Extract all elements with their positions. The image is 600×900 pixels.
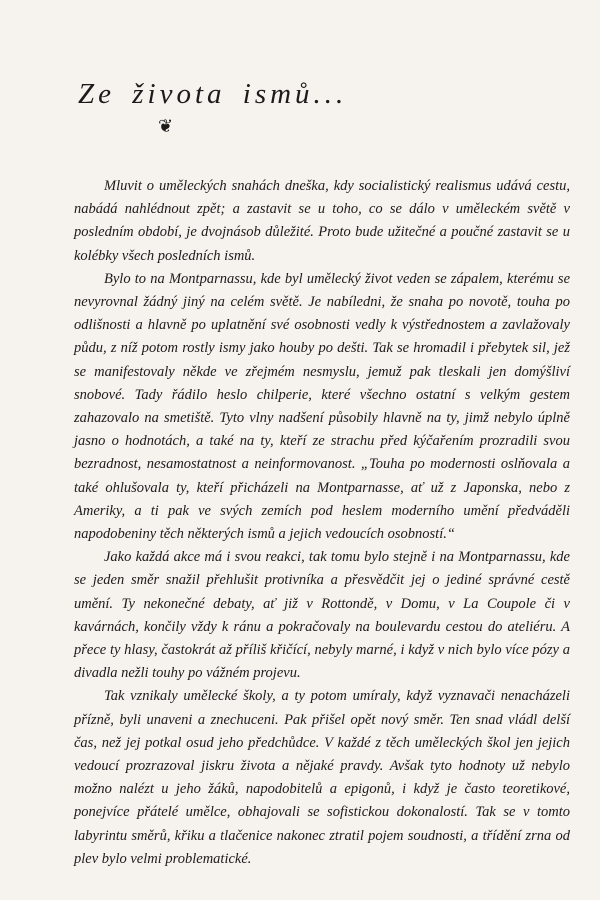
page-title: Ze života ismů... bbox=[78, 78, 348, 110]
paragraph: Bylo to na Montparnassu, kde byl umělecký život veden se zápalem, kterému se nevyrovnal žádný jiný na celém světě. Je nabíledni, že snaha po novotě, touha po odlišnosti a hlavně po uplatnění své osobnosti vedly k výstřednostem a zavlažovaly půdu, z níž potom rostly ismy jako houby po dešti. Tak se hromadil i přebytek sil, jež se manifestovaly někde ve zřejmém nesmyslu, jemuž pak tleskali jen domýšliví snobové. Tady řádilo heslo chilperie, které všechno ostatní s velkým gestem zahazovalo na smetiště. Tyto vlny nadšení působily hlavně na ty, jimž nebylo úplně jasno o hodnotách, a také na ty, kteří ze strachu před kýčařením prozradili svou bezradnost, nesamostatnost a neinformovanost. „Touha po modernosti oslňovala a také ohlušovala ty, kteří přicházeli na Montparnasse, ať už z Japonska, nebo z Ameriky, a ti pak ve svých zemích pod heslem moderního umění předváděli napodobeniny těch některých ismů a jejich vedoucích osobností.“ bbox=[74, 270, 570, 543]
article-body bbox=[74, 175, 570, 871]
leaf-ornament-icon: ❦ bbox=[158, 116, 174, 137]
paragraph: Tak vznikaly umělecké školy, a ty potom umíraly, když vyznavači nenacházeli přízně, byli unaveni a znechuceni. Pak přišel opět nový směr. Ten snad vládl delší čas, než jej potkal osud jeho předchůdce. V každé z těch uměleckých škol jen jejich vedoucí prozrazoval jiskru života a nějaké pravdy. Avšak tyto hodnoty už nebylo možno nalézt u jeho žáků, napodobitelů a epigonů, i když je často teoretikové, ponejvíce přátelé umělce, obhajovali se sofistickou dokonalostí. Tak se v tomto labyrintu směrů, křiku a tlačenice nakonec ztratil pojem soudnosti, a třídění zrna od plev bylo velmi problematické. bbox=[74, 688, 570, 867]
paragraph: Jako každá akce má i svou reakci, tak tomu bylo stejně i na Montparnassu, kde se jeden směr snažil přehlušit protivníka a přesvědčit jej o jediné správné cestě umění. Ty nekonečné debaty, ať již v Rottondě, v Domu, v La Coupole či v kavárnách, končily vždy k ránu a pokračovaly na boulevardu cestou do ateliéru. A přece ty hlasy, častokrát až příliš křičící, nebyly marné, i když v nich bylo více pózy a divadla nežli touhy po vážném projevu. bbox=[74, 549, 570, 682]
paragraph: Mluvit o uměleckých snahách dneška, kdy socialistický realismus udává cestu, nabádá nahlédnout zpět; a zastavit se u toho, co se dálo v uměleckém světě v posledním období, je dvojnásob důležité. Proto bude užitečné a poučné zastavit se u kolébky všech posledních ismů. bbox=[74, 178, 570, 264]
